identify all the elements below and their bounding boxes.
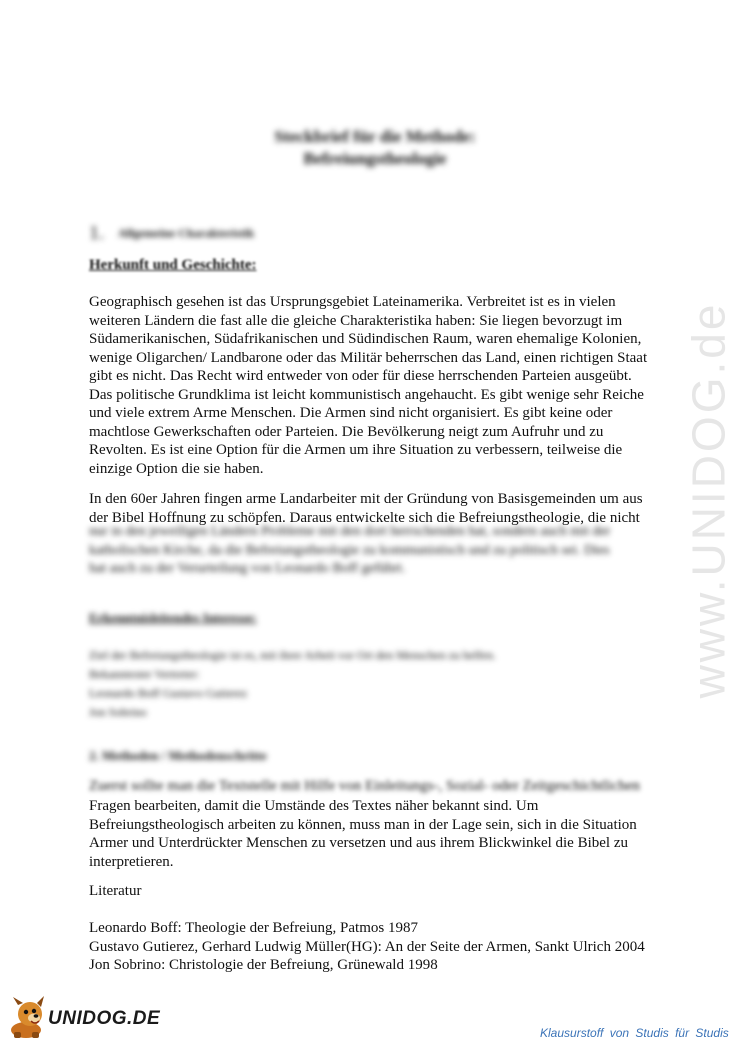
paragraph-method-blurred-line: Zuerst sollte man die Textstelle mit Hilfe von Einleitungs-, Sozial- oder Zeitgeschichtlichen: [89, 778, 641, 794]
paragraph-line: einzige Option die sie haben.: [89, 460, 264, 477]
dog-mascot-icon: [6, 994, 50, 1040]
paragraph-history-blurred: [89, 523, 689, 579]
interest-block: [89, 646, 496, 722]
interest-line: Ziel der Befreiungstheologie ist es, mit ihrer Arbeit vor Ort den Menschen zu helfen.: [89, 648, 496, 662]
section-heading-2: 2. Methoden / Methodenschritte: [89, 748, 267, 763]
watermark: [682, 270, 735, 730]
section-heading-1: [89, 222, 254, 245]
paragraph-line: gibt es nicht. Das Recht wird entweder von oder für diese herrschenden Parteien ausgeübt.: [89, 368, 632, 384]
paragraph-line: Geographisch gesehen ist das Ursprungsgebiet Lateinamerika. Verbreitet ist es in vielen: [89, 294, 616, 310]
paragraph-line: Revolten. Es ist eine Option für die Armen um ihre Situation zu verbessern, teilweise die: [89, 442, 623, 458]
paragraph-line: wenige Oligarchen/ Landbarone oder das Militär beherrschen das Land, einen richtigen Staat: [89, 349, 648, 366]
paragraph-method: [89, 797, 637, 871]
paragraph-line: machtlose Gewerkschaften oder Parteien. Die Bevölkerung neigt zum Aufruhr und zu: [89, 423, 604, 440]
footer-tagline: Klausurstoff von Studis für Studis: [540, 1026, 729, 1040]
literature-item: Leonardo Boff: Theologie der Befreiung, Patmos 1987: [89, 920, 418, 936]
literature-item: Jon Sobrino: Christologie der Befreiung, Grünewald 1998: [89, 957, 438, 973]
interest-line: Bekanntester Vertreter:: [89, 667, 200, 681]
interest-line: Jon Sobrino: [89, 705, 147, 719]
paragraph-line: In den 60er Jahren fingen arme Landarbeiter mit der Gründung von Basisgemeinden um aus: [89, 491, 643, 507]
paragraph-origin: [89, 293, 689, 478]
title-line-1: Steckbrief für die Methode:: [274, 127, 476, 146]
title-line-2: Befreiungstheologie: [303, 149, 447, 168]
document-title: [150, 126, 600, 170]
literature-heading: Literatur: [89, 883, 142, 899]
paragraph-line: nur in den jeweiligen Ländern Probleme mit den dort herrschenden hat, sondern auch mit der: [89, 524, 611, 539]
watermark-text: www.UNIDOG.de: [682, 301, 735, 699]
literature-list: [89, 919, 645, 975]
paragraph-line: weiteren Ländern die fast alle die gleiche Charakteristika haben: Sie liegen bevorzugt im: [89, 312, 623, 329]
subheading-interest: Erkenntnisleitendes Interesse:: [89, 610, 257, 625]
paragraph-line: interpretieren.: [89, 853, 174, 870]
paragraph-line: Das politische Grundklima ist leicht kommunistisch angehaucht. Es gibt wenige sehr Reiche: [89, 386, 644, 403]
paragraph-line: hat auch zu der Verurteilung von Leonardo Boff geführt.: [89, 561, 406, 576]
paragraph-line: Befreiungstheologisch arbeiten zu können, muss man in der Lage sein, sich in die Situation: [89, 816, 637, 833]
interest-line: Leonardo Boff Gustavo Gutierez: [89, 686, 248, 700]
paragraph-history: [89, 490, 689, 527]
paragraph-line: Armer und Unterdrückter Menschen zu versetzen und aus ihrem Blickwinkel die Bibel zu: [89, 835, 628, 851]
subheading-origin: Herkunft und Geschichte:: [89, 257, 257, 273]
logo-text: UNIDOG.DE: [48, 1008, 161, 1029]
paragraph-line: Fragen bearbeiten, damit die Umstände des Textes näher bekannt sind. Um: [89, 798, 539, 814]
section-number: 1.: [89, 222, 104, 244]
paragraph-line: und viele extrem Arme Menschen. Die Armen sind nicht organisiert. Es gibt keine oder: [89, 405, 613, 421]
unidog-logo: [4, 994, 161, 1044]
section-label: Allgemeine Charakteristik: [118, 226, 255, 240]
paragraph-line: Südamerikanischen, Südafrikanischen und Südindischen Raum, waren ehemalige Kolonien,: [89, 331, 642, 347]
literature-item: Gustavo Gutierez, Gerhard Ludwig Müller(HG): An der Seite der Armen, Sankt Ulrich 2004: [89, 938, 645, 955]
paragraph-line: der Bibel Hoffnung zu schöpfen. Daraus entwickelte sich die Befreiungstheologie, die nicht: [89, 509, 640, 526]
paragraph-line: katholischen Kirche, da die Befreiungstheologie zu kommunistisch und zu politisch sei. Dies: [89, 542, 610, 558]
